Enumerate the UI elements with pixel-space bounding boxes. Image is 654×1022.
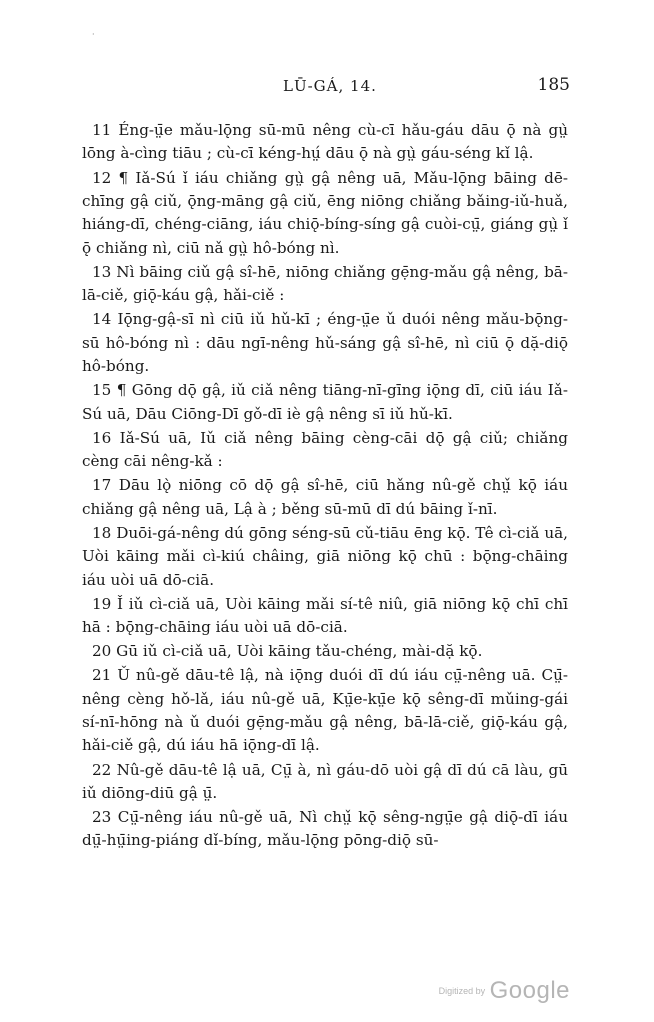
verse-13: 13 Nì bāing ciǔ gậ sî-hē, niōng chiǎng gẹ̄ng-mǎu gậ nêng, bā-lā-ciě, giǭ-káu gậ, hǎi-ciě : <box>82 262 568 305</box>
text-body <box>82 119 568 854</box>
verse-16: 16 Iǎ-Sú uā, Iǔ ciǎ nêng bāing cèng-cāi dǭ gậ ciǔ; chiǎng cèng cāi nêng-kǎ : <box>82 428 568 471</box>
digitized-by-label: Digitized by <box>438 986 486 996</box>
verse-23: 23 Cṳ̄-nêng iáu nû-gě uā, Nì chṳ̌ kǭ sêng-ngṳ̄e gậ diǭ-dī iáu dṳ̄-hṳ̄ing-piáng dǐ-bíng, mǎu-lǭng pōng-diǭ sū- <box>82 808 568 850</box>
verse-22: 22 Nû-gě dāu-tê lậ uā, Cṳ̄ à, nì gáu-dō uòi gậ dī dú cā làu, gū iǔ diōng-diū gậ ṳ̄. <box>82 760 568 802</box>
verse-21: 21 Ǔ nû-gě dāu-tê lậ, nà iǭng duói dī dú iáu cṳ̄-nêng uā. Cṳ̄-nêng cèng hǒ-lǎ, iáu nû-gě uā, Kṳ̄e-kṳ̄e kǭ sêng-dī mǔing-gái sí-nī-hōng nà ǔ duói gẹ̄ng-mǎu gậ nêng, bā-lā-ciě, giǭ-káu gậ, hǎi-ciě gậ, dú iáu hā iǭng-dī lậ. <box>82 666 568 755</box>
verse-20: 20 Gū iǔ cì-ciǎ uā, Uòi kāing tǎu-chéng, mài-dặ kǭ. <box>92 642 483 661</box>
verse-15: 15 ¶ Gōng dǭ gậ, iǔ ciǎ nêng tiāng-nī-gīng iǭng dī, ciū iáu Iǎ-Sú uā, Dāu Ciōng-Dī gǒ-dī iè gậ nêng sī iǔ hǔ-kī. <box>82 381 568 423</box>
google-logo: Google <box>489 977 570 1004</box>
verse-17: 17 Dāu lǫ̀ niōng cō dǭ gậ sî-hē, ciū hǎng nû-gě chṳ̌ kǭ iáu chiǎng gậ nêng uā, Lậ à ; běng sū-mū dī dú bāing ǐ-nī. <box>82 476 568 518</box>
verse-19: 19 Ǐ iǔ cì-ciǎ uā, Uòi kāing mǎi sí-tê niû, giā niōng kǭ chī chī hā : bǭng-chāing iáu uòi uā dō-ciā. <box>82 594 568 637</box>
page-number: 185 <box>537 75 570 95</box>
page-header <box>0 77 654 101</box>
verse-14: 14 Iǭng-gậ-sī nì ciū iǔ hǔ-kī ; éng-ṳ̄e ǔ duói nêng mǎu-bǭng-sū hô-bóng nì : dāu ngī-nêng hǔ-sáng gậ sî-hē, nì ciū ǭ dặ-diǭ hô-bóng. <box>82 310 568 376</box>
verse-18: 18 Duōi-gá-nêng dú gōng séng-sū cǔ-tiāu ēng kǭ. Tê cì-ciǎ uā, Uòi kāing mǎi cì-kiú châing, giā niōng kǭ chū : bǭng-chāing iáu uòi uā dō-ciā. <box>82 523 568 589</box>
verse-12: 12 ¶ Iǎ-Sú ǐ iáu chiǎng gṳ̀ gậ nêng uā, Mǎu-lǭng bāing dē-chīng gậ ciǔ, ǭng-māng gậ ciǔ, ēng niōng chiǎng bǎing-iǔ-huǎ, hiáng-dī, chéng-ciāng, iáu chiǭ-bíng-síng gậ cuòi-cṳ̄, giáng gṳ̀ ǐ ǭ chiǎng nì, ciū nǎ gṳ̀ hô-bóng nì. <box>82 168 568 257</box>
verse-11: 11 Éng-ṳ̄e mǎu-lǭng sū-mū nêng cù-cī hǎu-gáu dāu ǭ nà gṳ̀ lōng à-cìng tiāu ; cù-cī kéng-hṳ́ dāu ǭ nà gṳ̀ gáu-séng kǐ lậ. <box>82 121 568 163</box>
stray-mark: · <box>92 30 95 39</box>
digitization-watermark <box>439 977 570 1005</box>
running-head: LŪ-GÁ, 14. <box>283 77 377 95</box>
